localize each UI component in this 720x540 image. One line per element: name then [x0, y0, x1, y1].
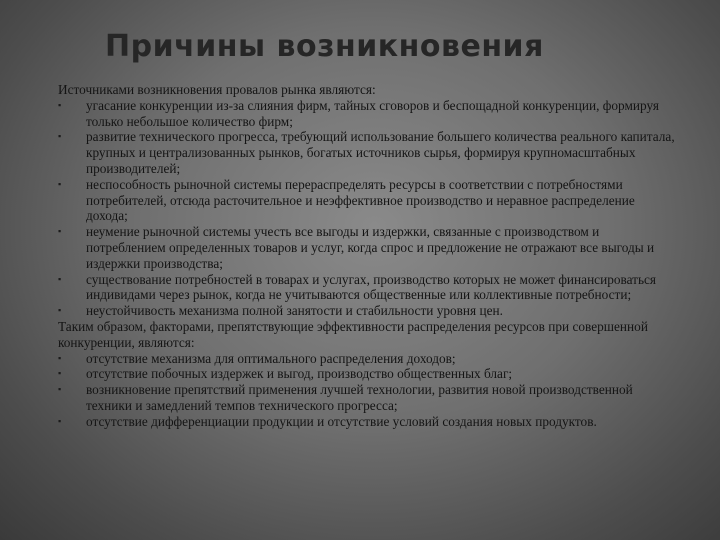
- slide-body: [58, 82, 678, 430]
- bullet-icon: ▪: [58, 368, 62, 379]
- bullet-icon: ▪: [58, 352, 62, 363]
- slide-title: Причины возникновения: [105, 29, 544, 64]
- causes-list: [58, 98, 678, 319]
- bullet-icon: ▪: [58, 415, 62, 426]
- list-item: [58, 129, 678, 176]
- list-item: [58, 366, 678, 382]
- intro-causes: Источниками возникновения провалов рынка являются:: [58, 82, 376, 97]
- list-item-text: отсутствие побочных издержек и выгод, производство общественных благ;: [86, 366, 513, 382]
- list-item: [58, 414, 678, 430]
- bullet-icon: ▪: [58, 273, 62, 284]
- list-item-text: неумение рыночной системы учесть все выгоды и издержки, связанные с производством и потреблением определенных товаров и услуг, когда спрос и предложение не отражают все выгоды и издержки производства;: [86, 224, 655, 271]
- bullet-icon: ▪: [58, 178, 62, 189]
- bullet-icon: ▪: [58, 384, 62, 395]
- list-item: [58, 303, 678, 319]
- list-item-text: неустойчивость механизма полной занятости и стабильности уровня цен.: [86, 303, 503, 319]
- intro-factors: Таким образом, факторами, препятствующие эффективности распределения ресурсов при совершенной конкуренции, являются:: [58, 318, 648, 350]
- list-item: [58, 224, 678, 271]
- list-item: [58, 272, 678, 304]
- list-item-text: угасание конкуренции из-за слияния фирм, тайных сговоров и беспощадной конкуренции, формируя только небольшое количество фирм;: [86, 97, 659, 129]
- list-item: [58, 351, 678, 367]
- list-item-text: существование потребностей в товарах и услугах, производство которых не может финансироваться индивидами через рынок, когда не учитываются общественные или коллективные потребности;: [86, 271, 657, 303]
- bullet-icon: ▪: [58, 131, 62, 142]
- list-item-text: отсутствие дифференциации продукции и отсутствие условий создания новых продуктов.: [86, 413, 597, 429]
- bullet-icon: ▪: [58, 99, 62, 110]
- bullet-icon: ▪: [58, 226, 62, 237]
- list-item: [58, 382, 678, 414]
- list-item-text: неспособность рыночной системы перераспределять ресурсы в соответствии с потребностями потребителей, отсюда расточительное и неэффективное производство и неравное распределение дохода;: [86, 176, 635, 224]
- list-item-text: возникновение препятствий применения лучшей технологии, развития новой производственной техники и замедлений темпов технического прогресса;: [86, 382, 633, 413]
- list-item-text: развитие технического прогресса, требующий использование большего количества реального капитала, крупных и централизованных рынков, богатых источников сырья, формируя крупномасштабных производителей;: [86, 129, 675, 176]
- bullet-icon: ▪: [58, 305, 62, 316]
- list-item: [58, 98, 678, 130]
- list-item: [58, 177, 678, 224]
- list-item-text: отсутствие механизма для оптимального распределения доходов;: [86, 350, 456, 366]
- factors-list: [58, 351, 678, 430]
